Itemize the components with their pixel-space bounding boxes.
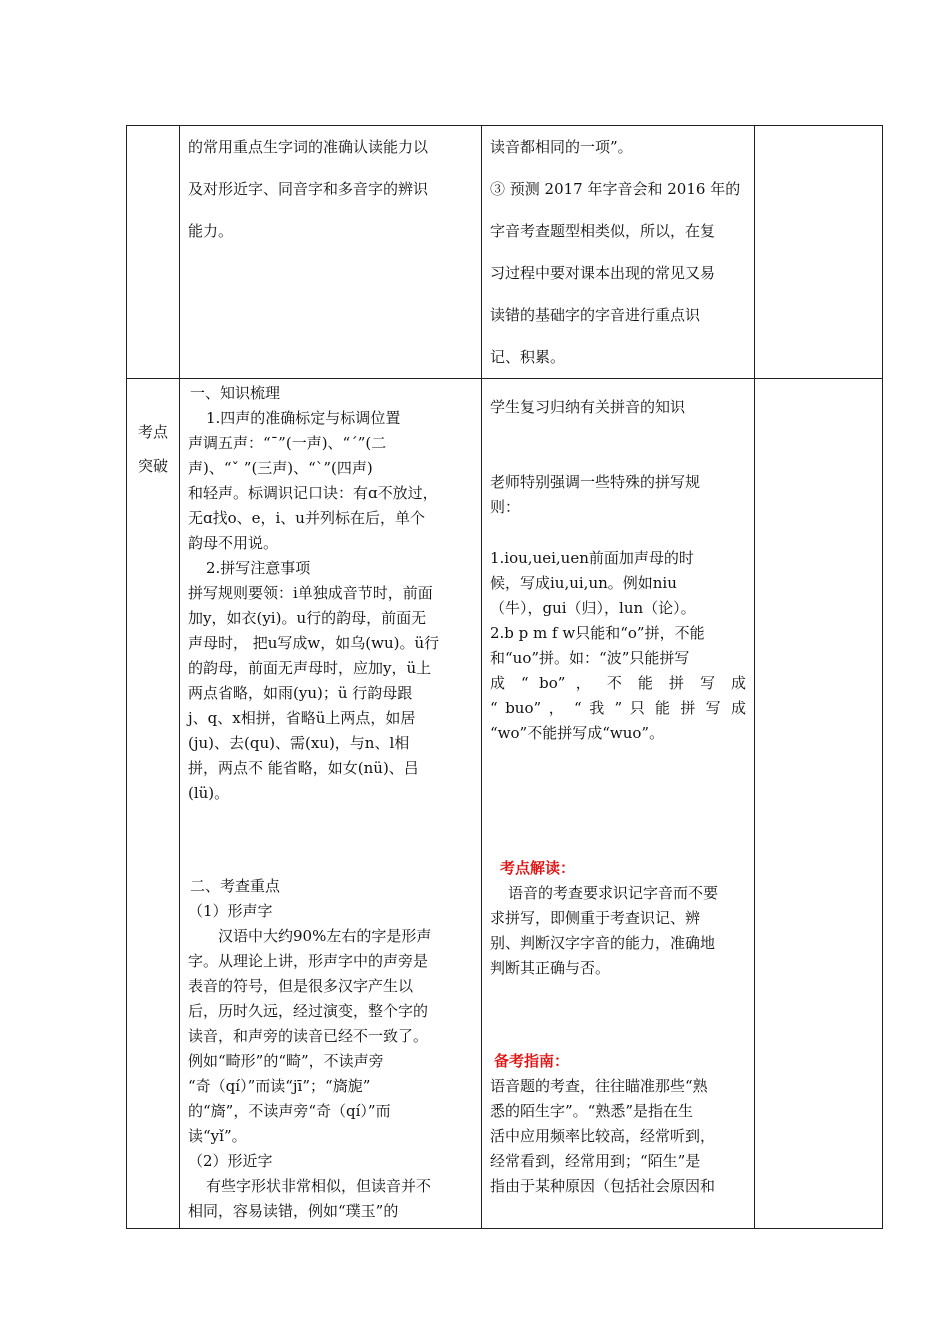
body-line: 的“旖”，不读声旁“奇（qí）”而 [188,1102,391,1120]
body-line: 悉的陌生字”。“熟悉”是指在生 [490,1102,694,1120]
body-line: “wo”不能拼写成“wuo”。 [490,724,665,742]
body-line: “奇（qí）”而读“jī”；“旖旎” [188,1077,371,1095]
analysis-line: 习过程中要对课本出现的常见又易 [490,264,716,282]
body-line: 汉语中大约90%左右的字是形声 [218,927,432,945]
analysis-cell [482,126,755,379]
objective-line: 能力。 [188,222,234,240]
body-line: 语音的考查要求识记字音而不要 [508,884,719,902]
body-line: （牛），gui（归），lun（论）。 [490,599,696,617]
body-line: 加y，如衣(yi)。u行的韵母，前面无 [188,609,427,627]
lesson-plan-table [126,125,883,1229]
activity-cell [482,379,755,1229]
body-line: 求拼写，即侧重于考查识记、辨 [490,909,701,927]
item-title: 2.拼写注意事项 [206,559,311,577]
body-line: 2.b p m f w只能和“o”拼，不能 [490,624,705,642]
analysis-line: 字音考查题型相类似，所以，在复 [490,222,716,240]
label-cell-empty [127,126,180,379]
objective-cell [180,126,482,379]
body-line: 1.iou,uei,uen前面加声母的时 [490,549,694,567]
section-title: 一、知识梳理 [190,384,281,402]
body-line: 候，写成iu,ui,un。例如niu [490,574,677,592]
body-line: 和轻声。标调识记口诀：有ɑ不放过， [188,484,438,502]
analysis-line: ③ 预测 2017 年字音会和 2016 年的 [490,180,741,198]
body-line: 表音的符号，但是很多汉字产生以 [188,977,414,995]
body-line: “ buo” ， “ 我 ” 只 能 拼 写 成 [490,699,746,717]
body-line: 别、判断汉字字音的能力，准确地 [490,934,716,952]
section-label-line1: 考点 [137,423,168,441]
analysis-line: 读错的基础字的字音进行重点识 [490,306,701,324]
body-line: 判断其正确与否。 [490,959,611,977]
body-line: 读音，和声旁的读音已经不一致了。 [188,1027,429,1045]
knowledge-cell [180,379,482,1229]
sub-title: （2）形近字 [188,1152,273,1170]
body-line: 有些字形状非常相似，但读音并不 [206,1177,432,1195]
objective-line: 的常用重点生字词的准确认读能力以 [188,138,429,156]
table-row [127,379,883,1229]
body-line: 声)、“ˇ ”(三声)、“ˋ”(四声) [188,459,373,477]
section-title: 二、考查重点 [190,877,281,895]
body-line: 成 “ bo” ， 不 能 拼 写 成 [490,674,746,692]
table-row [127,126,883,379]
body-line: 相同，容易读错，例如“璞玉”的 [188,1202,399,1220]
body-line: 拼，两点不 能省略，如女(nü)、吕 [188,759,419,777]
body-line: 活中应用频率比较高，经常听到， [490,1127,716,1145]
analysis-line: 记、积累。 [490,348,566,366]
body-line: 例如“畸形”的“畸”，不读声旁 [188,1052,384,1070]
objective-line: 及对形近字、同音字和多音字的辨识 [188,180,429,198]
analysis-line: 读音都相同的一项”。 [490,138,633,156]
body-line: 学生复习归纳有关拼音的知识 [490,398,686,416]
body-line: 老师特别强调一些特殊的拼写规 [490,473,701,491]
body-line: 语音题的考查，往往瞄准那些“熟 [490,1077,708,1095]
sub-title: （1）形声字 [188,902,273,920]
section-label-cell [127,379,180,1229]
body-line: 指由于某种原因（包括社会原因和 [490,1177,716,1195]
body-line: j、q、x相拼，省略ü上两点，如居 [188,709,416,727]
body-line: 经常看到，经常用到；“陌生”是 [490,1152,701,1170]
body-line: 拼写规则要领：i单独成音节时，前面 [188,584,433,602]
body-line: 字。从理论上讲，形声字中的声旁是 [188,952,429,970]
body-line: 无ɑ找o、e，i、u并列标在后，单个 [188,509,425,527]
body-line: 的韵母，前面无声母时，应加y，ü上 [188,659,432,677]
body-line: 后，历时久远，经过演变，整个字的 [188,1002,429,1020]
body-line: (ju)、去(qu)、需(xu)，与n、l相 [188,734,410,752]
section-label-line2: 突破 [137,457,168,475]
body-line: 读“yǐ”。 [188,1127,247,1145]
body-line: 和“uo”拼。如：“波”只能拼写 [490,649,690,667]
body-line: 声调五声：“ˉ”(一声)、“ˊ”(二 [188,434,387,452]
item-title: 1.四声的准确标定与标调位置 [206,409,401,427]
body-line: 则： [490,498,521,516]
body-line: 韵母不用说。 [188,534,279,552]
kaodian-title: 考点解读： [500,859,576,877]
beikao-title: 备考指南： [494,1052,570,1070]
notes-cell-empty [755,379,883,1229]
body-line: 声母时， 把u写成w，如乌(wu)。ü行 [188,634,440,652]
body-line: 两点省略，如雨(yu)；ü 行韵母跟 [188,684,413,702]
notes-cell-empty [755,126,883,379]
body-line: (lü)。 [188,784,230,802]
